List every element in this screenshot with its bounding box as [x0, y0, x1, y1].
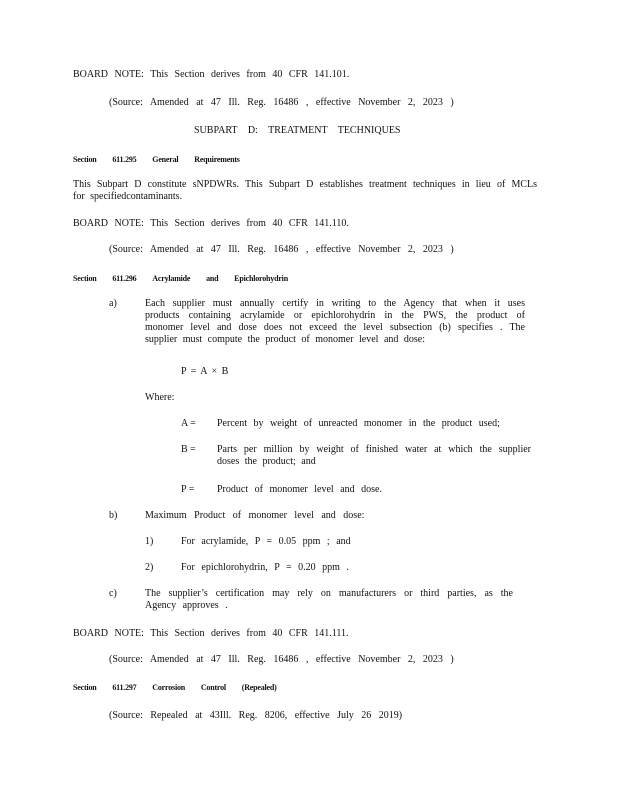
item-1-text: For acrylamide, P = 0.05 ppm ; and: [181, 536, 351, 547]
def-term-b: B =: [181, 444, 196, 455]
section-611-295-heading: [73, 154, 240, 166]
def-text-b: Parts per million by weight of finished water at which the supplier doses the product; and: [217, 444, 531, 467]
item-2-label: 2): [145, 562, 154, 573]
section-number: 611.297: [112, 683, 137, 692]
def-term-p: P =: [181, 484, 195, 495]
section-title: Corrosion Control (Repealed): [152, 683, 277, 692]
subsection-b-label: b): [109, 510, 118, 521]
section-title: General Requirements: [152, 155, 240, 164]
item-1-label: 1): [145, 536, 154, 547]
source-note-4: (Source: Repealed at 43Ill. Reg. 8206, effective July 26 2019): [109, 710, 403, 721]
section-title: Acrylamide and Epichlorohydrin: [152, 274, 288, 283]
section-number: 611.295: [112, 155, 137, 164]
board-note-141-110: BOARD NOTE: This Section derives from 40 CFR 141.110.: [73, 218, 349, 229]
subsection-a-text: Each supplier must annually certify in writing to the Agency that when it uses products containing acrylamide or epichlorohydrin in the PWS, the product of monomer level and dose does not exceed the level subsection (b) specifies . The supplier must compute the product of monomer level and dose:: [145, 298, 525, 345]
subpart-d-heading: SUBPART D: TREATMENT TECHNIQUES: [194, 125, 401, 136]
subsection-c-label: c): [109, 588, 117, 599]
where-label: Where:: [145, 392, 175, 403]
section-word: Section: [73, 274, 97, 283]
subsection-c-text: The supplier’s certification may rely on manufacturers or third parties, as the Agency approves .: [145, 588, 513, 611]
subsection-a-label: a): [109, 298, 117, 309]
section-number: 611.296: [112, 274, 137, 283]
board-note-141-111: BOARD NOTE: This Section derives from 40 CFR 141.111.: [73, 628, 349, 639]
paragraph-611-295: This Subpart D constitute sNPDWRs. This Subpart D establishes treatment techniques in lieu of MCLs for specifiedcontaminants.: [73, 179, 537, 202]
def-term-a: A =: [181, 418, 196, 429]
section-word: Section: [73, 155, 97, 164]
def-text-p: Product of monomer level and dose.: [217, 484, 382, 495]
source-note-3: (Source: Amended at 47 Ill. Reg. 16486 , effective November 2, 2023 ): [109, 654, 454, 665]
item-2-text: For epichlorohydrin, P = 0.20 ppm .: [181, 562, 349, 573]
subsection-b-text: Maximum Product of monomer level and dose:: [145, 510, 365, 521]
board-note-141-101: BOARD NOTE: This Section derives from 40 CFR 141.101.: [73, 69, 350, 80]
formula: P = A × B: [181, 366, 229, 377]
def-text-a: Percent by weight of unreacted monomer in the product used;: [217, 418, 500, 429]
section-word: Section: [73, 683, 97, 692]
section-611-297-heading: [73, 682, 277, 694]
source-note-2: (Source: Amended at 47 Ill. Reg. 16486 , effective November 2, 2023 ): [109, 244, 454, 255]
section-611-296-heading: [73, 273, 288, 285]
source-note-1: (Source: Amended at 47 Ill. Reg. 16486 , effective November 2, 2023 ): [109, 97, 454, 108]
